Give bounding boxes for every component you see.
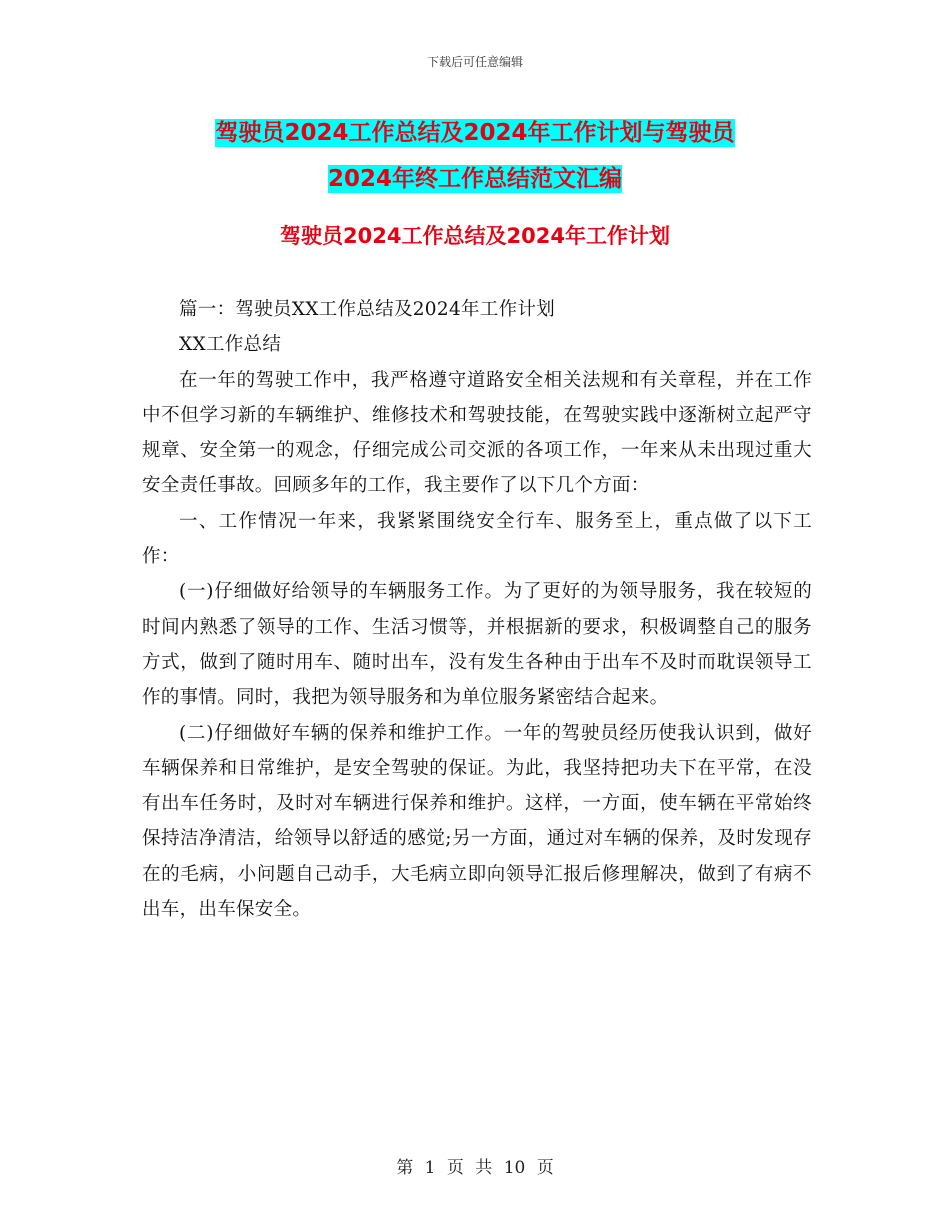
paragraph: (二)仔细做好车辆的保养和维护工作。一年的驾驶员经历使我认识到，做好车辆保养和日常维护，是安全驾驶的保证。为此，我坚持把功夫下在平常，在没有出车任务时，及时对车辆进行保养和维护。这样，一方面，使车辆在平常始终保持洁净清洁，给领导以舒适的感觉;另一方面，通过对车辆的保养，及时发现存在的毛病，小问题自己动手，大毛病立即向领导汇报后修理解决，做到了有病不出车，出车保安全。 <box>142 722 812 921</box>
document-title <box>0 110 950 202</box>
paragraph: 一、工作情况一年来，我紧紧围绕安全行车、服务至上，重点做了以下工作： <box>142 510 812 568</box>
page-footer: 第 1 页 共 10 页 <box>396 1158 554 1178</box>
paragraph: XX工作总结 <box>179 334 282 356</box>
paragraph: 在一年的驾驶工作中，我严格遵守道路安全相关法规和有关章程，并在工作中不但学习新的车辆维护、维修技术和驾驶技能，在驾驶实践中逐渐树立起严守规章、安全第一的观念，仔细完成公司交派的各项工作，一年来从未出现过重大安全责任事故。回顾多年的工作，我主要作了以下几个方面： <box>142 369 812 497</box>
header-note: 下载后可任意编辑 <box>426 55 523 69</box>
title-line-1: 驾驶员2024工作总结及2024年工作计划与驾驶员 <box>215 120 735 146</box>
paragraph: 篇一：驾驶员XX工作总结及2024年工作计划 <box>179 299 556 320</box>
title-line-2: 2024年终工作总结范文汇编 <box>327 166 622 192</box>
paragraph: (一)仔细做好给领导的车辆服务工作。为了更好的为领导服务，我在较短的时间内熟悉了领导的工作、生活习惯等，并根据新的要求，积极调整自己的服务方式，做到了随时用车、随时出车，没有发生各种由于出车不及时而耽误领导工作的事情。同时，我把为领导服务和为单位服务紧密结合起来。 <box>142 581 812 709</box>
section-title: 驾驶员2024工作总结及2024年工作计划 <box>280 224 670 248</box>
body-text <box>142 292 812 927</box>
